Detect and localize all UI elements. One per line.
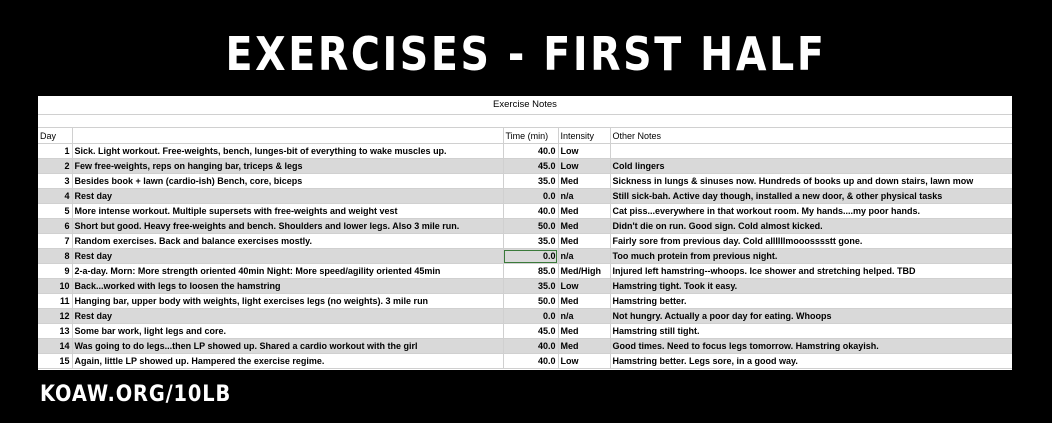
cell-day[interactable]: 15 xyxy=(38,354,72,369)
cell-workout[interactable]: Sick. Light workout. Free-weights, bench, lunges-bit of everything to wake muscles up. xyxy=(72,144,503,159)
cell-day[interactable]: 3 xyxy=(38,174,72,189)
cell-workout[interactable]: Short but good. Heavy free-weights and bench. Shoulders and lower legs. Also 3 mile run. xyxy=(72,219,503,234)
table-row xyxy=(38,354,1012,369)
cell-notes[interactable]: Hamstring still tight. xyxy=(610,324,1012,339)
cell-workout[interactable]: 2-a-day. Morn: More strength oriented 40min Night: More speed/agility oriented 45min xyxy=(72,264,503,279)
cell-workout[interactable]: Rest day xyxy=(72,189,503,204)
spreadsheet xyxy=(38,96,1012,370)
cell-time[interactable]: 40.0 xyxy=(503,204,558,219)
cell-notes[interactable]: Still sick-bah. Active day though, installed a new door, & other physical tasks xyxy=(610,189,1012,204)
cell-workout[interactable]: Again, little LP showed up. Hampered the exercise regime. xyxy=(72,354,503,369)
cell-intensity[interactable]: Med xyxy=(558,219,610,234)
table-row xyxy=(38,234,1012,249)
cell-time[interactable]: 50.0 xyxy=(503,294,558,309)
table-row xyxy=(38,279,1012,294)
cell-day[interactable]: 12 xyxy=(38,309,72,324)
cell-workout[interactable]: Rest day xyxy=(72,249,503,264)
cell-intensity[interactable]: n/a xyxy=(558,189,610,204)
cell-workout[interactable]: Was going to do legs...then LP showed up. Shared a cardio workout with the girl xyxy=(72,339,503,354)
cell-notes[interactable]: Hamstring better. Legs sore, in a good way. xyxy=(610,354,1012,369)
cell-day[interactable]: 2 xyxy=(38,159,72,174)
table-row xyxy=(38,204,1012,219)
cell-day[interactable]: 11 xyxy=(38,294,72,309)
cell-notes[interactable]: Sickness in lungs & sinuses now. Hundreds of books up and down stairs, lawn mow xyxy=(610,174,1012,189)
cell-day[interactable]: 9 xyxy=(38,264,72,279)
cell-intensity[interactable]: n/a xyxy=(558,249,610,264)
cell-workout[interactable]: Back...worked with legs to loosen the hamstring xyxy=(72,279,503,294)
cell-intensity[interactable]: Med xyxy=(558,324,610,339)
cell-workout[interactable]: Besides book + lawn (cardio-ish) Bench, core, biceps xyxy=(72,174,503,189)
cell-time[interactable]: 0.0 xyxy=(503,249,558,264)
cell-day[interactable]: 5 xyxy=(38,204,72,219)
cell-intensity[interactable]: Med xyxy=(558,204,610,219)
cell-intensity[interactable]: Low xyxy=(558,279,610,294)
cell-intensity[interactable]: Low xyxy=(558,354,610,369)
cell-day[interactable]: 8 xyxy=(38,249,72,264)
table-row xyxy=(38,144,1012,159)
cell-time[interactable]: 0.0 xyxy=(503,309,558,324)
col-header-notes[interactable]: Other Notes xyxy=(610,128,1012,144)
sheet-title: Exercise Notes xyxy=(38,96,1012,115)
cell-intensity[interactable]: Med xyxy=(558,294,610,309)
cell-intensity[interactable]: Low xyxy=(558,144,610,159)
cell-time[interactable]: 35.0 xyxy=(503,174,558,189)
cell-notes[interactable]: Too much protein from previous night. xyxy=(610,249,1012,264)
cell-workout[interactable]: Random exercises. Back and balance exercises mostly. xyxy=(72,234,503,249)
cell-notes[interactable]: Good times. Need to focus legs tomorrow. Hamstring okayish. xyxy=(610,339,1012,354)
cell-notes[interactable]: Not hungry. Actually a poor day for eating. Whoops xyxy=(610,309,1012,324)
cell-time[interactable]: 0.0 xyxy=(503,189,558,204)
exercise-table xyxy=(38,128,1012,369)
col-header-day[interactable]: Day xyxy=(38,128,72,144)
cell-time[interactable]: 40.0 xyxy=(503,144,558,159)
cell-notes[interactable]: Fairly sore from previous day. Cold allllllmooosssstt gone. xyxy=(610,234,1012,249)
cell-notes[interactable]: Cold lingers xyxy=(610,159,1012,174)
cell-time[interactable]: 50.0 xyxy=(503,219,558,234)
cell-intensity[interactable]: Med/High xyxy=(558,264,610,279)
empty-row xyxy=(38,115,1012,128)
cell-intensity[interactable]: Low xyxy=(558,159,610,174)
cell-notes[interactable]: Cat piss...everywhere in that workout room. My hands....my poor hands. xyxy=(610,204,1012,219)
table-row xyxy=(38,159,1012,174)
col-header-intensity[interactable]: Intensity xyxy=(558,128,610,144)
cell-intensity[interactable]: Med xyxy=(558,339,610,354)
table-row xyxy=(38,249,1012,264)
cell-time[interactable]: 35.0 xyxy=(503,234,558,249)
table-row xyxy=(38,219,1012,234)
cell-notes[interactable] xyxy=(610,144,1012,159)
cell-notes[interactable]: Hamstring tight. Took it easy. xyxy=(610,279,1012,294)
cell-notes[interactable]: Didn't die on run. Good sign. Cold almost kicked. xyxy=(610,219,1012,234)
cell-day[interactable]: 10 xyxy=(38,279,72,294)
cell-day[interactable]: 13 xyxy=(38,324,72,339)
cell-time[interactable]: 40.0 xyxy=(503,354,558,369)
table-row xyxy=(38,324,1012,339)
cell-day[interactable]: 14 xyxy=(38,339,72,354)
cell-day[interactable]: 4 xyxy=(38,189,72,204)
table-row xyxy=(38,264,1012,279)
cell-workout[interactable]: More intense workout. Multiple supersets with free-weights and weight vest xyxy=(72,204,503,219)
cell-time[interactable]: 45.0 xyxy=(503,324,558,339)
cell-day[interactable]: 7 xyxy=(38,234,72,249)
col-header-time[interactable]: Time (min) xyxy=(503,128,558,144)
table-row xyxy=(38,309,1012,324)
cell-day[interactable]: 1 xyxy=(38,144,72,159)
cell-workout[interactable]: Few free-weights, reps on hanging bar, triceps & legs xyxy=(72,159,503,174)
cell-workout[interactable]: Some bar work, light legs and core. xyxy=(72,324,503,339)
footer-url: KOAW.ORG/10LB xyxy=(40,382,232,407)
cell-time[interactable]: 35.0 xyxy=(503,279,558,294)
table-row xyxy=(38,294,1012,309)
cell-intensity[interactable]: Med xyxy=(558,234,610,249)
cell-workout[interactable]: Hanging bar, upper body with weights, light exercises legs (no weights). 3 mile run xyxy=(72,294,503,309)
col-header-workout[interactable] xyxy=(72,128,503,144)
cell-workout[interactable]: Rest day xyxy=(72,309,503,324)
cell-day[interactable]: 6 xyxy=(38,219,72,234)
cell-time[interactable]: 40.0 xyxy=(503,339,558,354)
cell-time[interactable]: 85.0 xyxy=(503,264,558,279)
table-row xyxy=(38,189,1012,204)
page-title: EXERCISES - FIRST HALF xyxy=(225,27,827,81)
cell-time[interactable]: 45.0 xyxy=(503,159,558,174)
cell-notes[interactable]: Hamstring better. xyxy=(610,294,1012,309)
cell-notes[interactable]: Injured left hamstring--whoops. Ice shower and stretching helped. TBD xyxy=(610,264,1012,279)
cell-intensity[interactable]: Med xyxy=(558,174,610,189)
header-row xyxy=(38,128,1012,144)
table-row xyxy=(38,174,1012,189)
table-row xyxy=(38,339,1012,354)
cell-intensity[interactable]: n/a xyxy=(558,309,610,324)
